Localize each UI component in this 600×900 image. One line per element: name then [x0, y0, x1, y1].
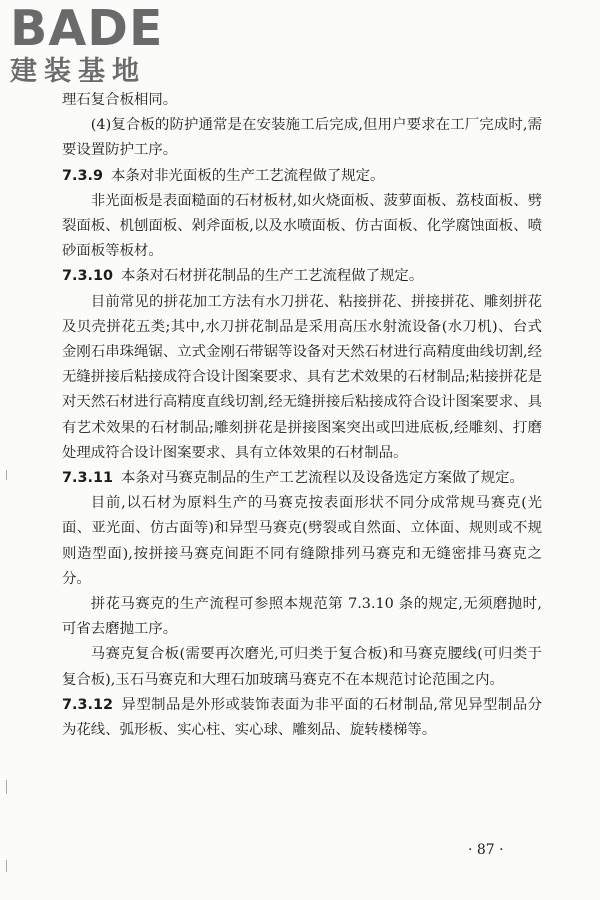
- scan-margin-mark: [6, 860, 7, 872]
- clause-7-3-10: 7.3.10 本条对石材拼花制品的生产工艺流程做了规定。: [62, 268, 424, 285]
- page-number: · 87 ·: [468, 842, 504, 858]
- clause-7-3-9: 7.3.9 本条对非光面板的生产工艺流程做了规定。: [62, 167, 385, 184]
- scan-margin-mark: [6, 780, 7, 794]
- document-body: [62, 88, 542, 743]
- logo-wordmark: BADE: [10, 0, 164, 57]
- paragraph-continuation: 理石复合板相同。: [62, 92, 178, 108]
- paragraph-mosaic-scope: 马赛克复合板(需要再次磨光,可归类于复合板)和马赛克腰线(可归类于复合板),玉石马赛克和大理石加玻璃马赛克不在本规范讨论范围之内。: [62, 646, 542, 688]
- clause-number: 7.3.11: [62, 470, 113, 487]
- paragraph-inlay-methods: 目前常见的拼花加工方法有水刀拼花、粘接拼花、拼接拼花、雕刻拼花及贝壳拼花五类;其中,水刀拼花制品是采用高压水射流设备(水刀机)、台式金刚石串珠绳锯、立式金刚石带锯等设备对天然石材进行高精度曲线切割,经无缝拼接后粘接成符合设计图案要求、具有艺术效果的石材制品;粘接拼花是对天然石材进行高精度直线切割,经无缝拼接后粘接成符合设计图案要求、具有艺术效果的石材制品;雕刻拼花是拼接图案突出或凹进底板,经雕刻、打磨处理成符合设计图案要求、具有立体效果的石材制品。: [62, 293, 542, 461]
- clause-7-3-11: 7.3.11 本条对马赛克制品的生产工艺流程以及设备选定方案做了规定。: [62, 470, 524, 487]
- clause-7-3-12: 7.3.12 异型制品是外形或装饰表面为非平面的石材制品,常见异型制品分为花线、弧形板、实心柱、实心球、雕刻品、旋转楼梯等。: [62, 696, 542, 739]
- logo-chinese-name: 建装基地: [10, 56, 146, 87]
- clause-number: 7.3.10: [62, 268, 113, 285]
- paragraph-mosaic-types: 目前,以石材为原料生产的马赛克按表面形状不同分成常规马赛克(光面、亚光面、仿古面等)和异型马赛克(劈裂或自然面、立体面、规则或不规则造型面),按拼接马赛克间距不同有缝隙排列马赛克和无缝密排马赛克之分。: [62, 495, 542, 587]
- clause-number: 7.3.9: [62, 167, 103, 184]
- paragraph-item-4: (4)复合板的防护通常是在安装施工后完成,但用户要求在工厂完成时,需要设置防护工序。: [62, 117, 542, 159]
- clause-number: 7.3.12: [62, 696, 113, 713]
- scan-margin-mark: [6, 470, 7, 480]
- paragraph-matte-panels: 非光面板是表面糙面的石材板材,如火烧面板、菠萝面板、荔枝面板、劈裂面板、机刨面板、剁斧面板,以及水喷面板、仿古面板、化学腐蚀面板、喷砂面板等板材。: [62, 192, 542, 260]
- brand-logo: [10, 0, 175, 87]
- paragraph-mosaic-process: 拼花马赛克的生产流程可参照本规范第 7.3.10 条的规定,无须磨抛时,可省去磨抛工序。: [62, 596, 542, 638]
